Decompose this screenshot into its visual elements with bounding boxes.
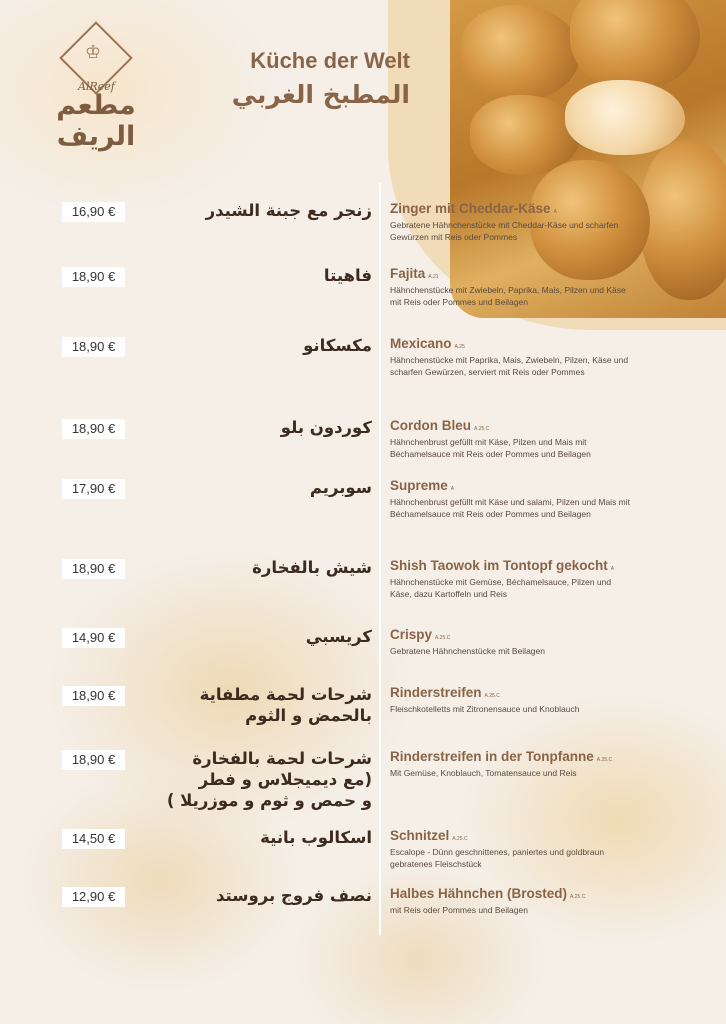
allergen-code: A.25 [454,344,465,350]
allergen-code: A.21 [428,274,439,280]
item-name-arabic: مكسكانو [303,336,372,355]
item-price: 18,90 € [62,337,125,357]
item-name-german: Cordon Bleu A.25.C [390,418,490,433]
item-price: 17,90 € [62,479,125,499]
logo-latin-name: AlReef [78,80,115,93]
section-title-arabic: المطبخ الغربي [231,80,410,109]
item-description: Hähnchenstücke mit Paprika, Mais, Zwiebeln, Pilzen, Käse und scharfen Gewürzen, serviert mit Reis oder Pommes [390,355,629,377]
allergen-code: A [450,486,455,492]
item-description: Hähnchenbrust gefüllt mit Käse, Pilzen und Mais mit Béchamelsauce mit Reis oder Pommes und Beilagen [390,437,591,459]
allergen-code: A.25.C [452,836,468,842]
column-divider [379,183,381,935]
allergen-code: A.25.C [484,693,500,699]
item-name-german: Mexicano A.25 [390,336,465,351]
item-price: 14,50 € [62,829,125,849]
item-name-arabic: شرحات لحمة بالفخارة (مع ديميجلاس و فطر و حمص و ثوم و موزريلا ) [166,749,372,810]
item-name-german: Schnitzel A.25.C [390,828,468,843]
item-description: Mit Gemüse, Knoblauch, Tomatensauce und Reis [390,768,577,778]
item-description: Fleischkotelletts mit Zitronensauce und Knoblauch [390,704,580,714]
item-name-arabic: اسكالوب بانية [260,828,372,847]
logo-arabic-name: مطعم الريف [56,90,136,152]
item-name-arabic: كريسبي [305,627,372,646]
item-name-arabic: كوردون بلو [280,418,372,437]
restaurant-logo [40,30,150,152]
item-price: 12,90 € [62,887,125,907]
item-price: 18,90 € [62,419,125,439]
item-price: 16,90 € [62,202,125,222]
item-name-german: Crispy A.25.C [390,627,451,642]
item-name-arabic: شيش بالفخارة [252,558,372,577]
item-name-arabic: شرحات لحمة مطفاية بالحمض و الثوم [199,685,372,725]
item-price: 14,90 € [62,628,125,648]
chef-hat-icon: ♔ [85,42,102,63]
section-title-german: Küche der Welt [250,48,410,73]
allergen-code: A.25.C [570,894,586,900]
item-description: Gebratene Hähnchenstücke mit Cheddar-Käse und scharfen Gewürzen mit Reis oder Pommes [390,220,619,242]
allergen-code: A.25.C [596,757,613,763]
item-description: Gebratene Hähnchenstücke mit Beilagen [390,646,545,656]
item-description: mit Reis oder Pommes und Beilagen [390,905,528,915]
item-name-arabic: فاهيتا [323,266,372,285]
item-description: Hähnchenstücke mit Gemüse, Béchamelsauce, Pilzen und Käse, dazu Kartoffeln und Reis [390,577,612,599]
item-name-arabic: نصف فروج بروستد [215,886,372,905]
item-price: 18,90 € [62,267,125,287]
allergen-code: A [610,566,615,572]
item-name-german: Supreme A [390,478,455,493]
item-price: 18,90 € [62,750,125,770]
item-price: 18,90 € [62,559,125,579]
item-name-german: Rinderstreifen in der Tonpfanne A.25.C [390,749,613,764]
item-description: Hähnchenbrust gefüllt mit Käse und salami, Pilzen und Mais mit Béchamelsauce mit Reis oder Pommes und Beilagen [390,497,631,519]
item-name-german: Fajita A.21 [390,266,439,281]
item-name-german: Halbes Hähnchen (Brosted) A.25.C [390,886,586,901]
item-name-german: Rinderstreifen A.25.C [390,685,500,700]
item-description: Escalope - Dünn geschnittenes, paniertes und goldbraun gebratenes Fleischstück [390,847,605,869]
item-name-german: Shish Taowok im Tontopf gekocht A [390,558,615,573]
item-name-arabic: سوبريم [309,478,372,497]
item-price: 18,90 € [62,686,125,706]
item-description: Hähnchenstücke mit Zwiebeln, Paprika, Mais, Pilzen und Käse mit Reis oder Pommes und Beilagen [390,285,626,307]
allergen-code: A [553,209,557,215]
allergen-code: A.25.C [435,635,451,641]
item-name-arabic: زنجر مع جبنة الشيدر [205,201,372,220]
allergen-code: A.25.C [474,426,490,432]
item-name-german: Zinger mit Cheddar-Käse A [390,201,557,216]
